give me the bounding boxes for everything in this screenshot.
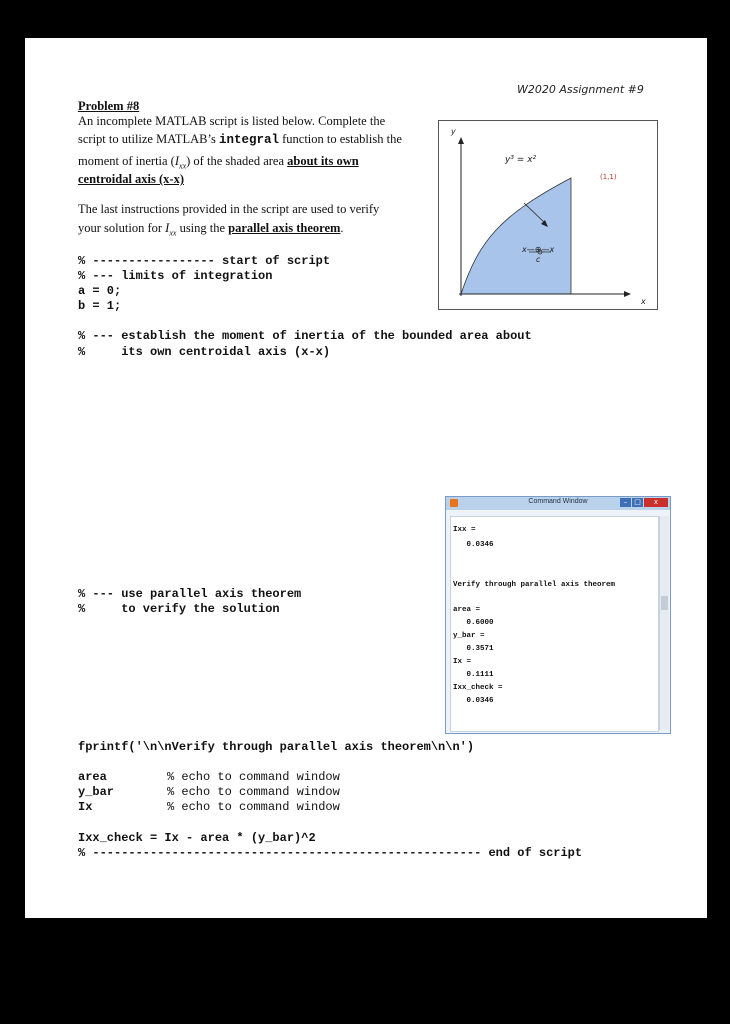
problem-line-5: The last instructions provided in the script are used to verify: [78, 202, 380, 216]
problem-line-2: script to utilize MATLAB’s integral function to establish the: [78, 132, 402, 147]
figure-y-label: y: [451, 127, 456, 136]
close-button[interactable]: x: [644, 498, 668, 507]
centroid-label: c: [536, 255, 541, 264]
scrollbar-thumb[interactable]: [661, 596, 668, 610]
output-line: area =: [453, 606, 481, 614]
script-line-7: % --- use parallel axis theorem: [78, 587, 302, 601]
script-line-13: Ixx_check = Ix - area * (y_bar)^2: [78, 831, 316, 845]
command-window-titlebar: [446, 497, 670, 510]
shaded-area: [461, 178, 571, 294]
problem-line-4: centroidal axis (x-x): [78, 172, 185, 186]
problem-line-6: your solution for $I_{xx}$ using the parallel axis theorem.: [78, 221, 344, 238]
output-line: Ix =: [453, 658, 472, 666]
output-line: 0.6000: [453, 619, 494, 627]
script-line-1: % ----------------- start of script: [78, 254, 331, 268]
script-line-5: % --- establish the moment of inertia of the bounded area about: [78, 329, 532, 343]
script-line-6: % its own centroidal axis (x-x): [78, 345, 331, 359]
script-line-11-code: y_bar: [78, 785, 115, 799]
output-line: 0.3571: [453, 645, 494, 653]
assignment-header-note: W2020 Assignment #9: [517, 83, 644, 96]
x-axis-arrowhead: [624, 291, 631, 297]
output-line: 0.1111: [453, 671, 494, 679]
script-line-12-code: Ix: [78, 800, 93, 814]
centroidal-axis-label: x—⊕—x: [522, 245, 555, 254]
point-label: (1,1): [600, 173, 617, 181]
curve-equation: y³ = x²: [505, 155, 537, 165]
problem-line-1: An incomplete MATLAB script is listed below. Complete the: [78, 114, 386, 128]
output-line: Ixx =: [453, 526, 476, 534]
output-line: Verify through parallel axis theorem: [453, 581, 616, 589]
command-window-output: [450, 516, 659, 732]
y-axis-arrowhead: [458, 137, 464, 144]
minimize-button[interactable]: –: [620, 498, 631, 507]
output-line: 0.0346: [453, 541, 494, 549]
problem-line-3: moment of inertia $(I_{xx})$ of the shaded area about its own: [78, 154, 359, 171]
output-line: Ixx_check =: [453, 684, 503, 692]
command-window-title: Command Window: [528, 498, 588, 505]
command-window: [445, 496, 671, 734]
script-line-2: % --- limits of integration: [78, 269, 273, 283]
script-line-11-comment: % echo to command window: [167, 785, 340, 799]
restore-button[interactable]: □: [632, 498, 643, 507]
script-line-12-comment: % echo to command window: [167, 800, 340, 814]
script-line-8: % to verify the solution: [78, 602, 280, 616]
script-line-4: b = 1;: [78, 299, 122, 313]
figure-x-label: x: [641, 297, 646, 306]
command-window-scrollbar[interactable]: [659, 516, 669, 730]
figure-svg: [439, 121, 657, 309]
script-line-10-comment: % echo to command window: [167, 770, 340, 784]
output-line: y_bar =: [453, 632, 485, 640]
script-line-3: a = 0;: [78, 284, 122, 298]
script-line-10-code: area: [78, 770, 107, 784]
script-line-14: % ------------------------------------------------------ end of script: [78, 846, 583, 860]
script-line-9: fprintf('\n\nVerify through parallel axis theorem\n\n'): [78, 740, 475, 754]
shaded-area-figure: [438, 120, 658, 310]
output-line: 0.0346: [453, 697, 494, 705]
problem-title: Problem #8: [78, 99, 140, 113]
assignment-page: [25, 38, 707, 918]
